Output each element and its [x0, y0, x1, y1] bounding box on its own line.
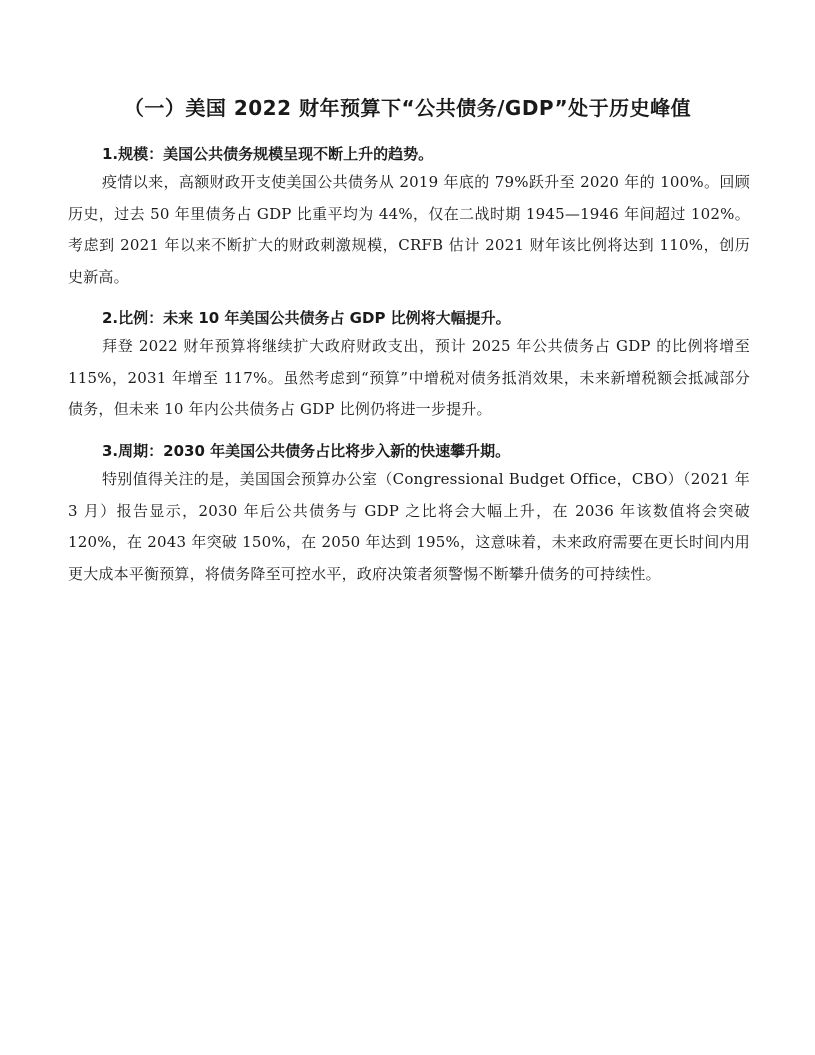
section-title: （一）美国 2022 财年预算下“公共债务/GDP”处于历史峰值 [123, 96, 692, 120]
section-paragraph: 特别值得关注的是，美国国会预算办公室（Congressional Budget Office，CBO）（2021 年 3 月）报告显示，2030 年后公共债务与 GDP 之比将会大幅上升，在 2036 年该数值将会突破 120%，在 2043 年突破 150%，在 2050 年达到 195%，这意味着，未来政府需要在更长时间内用更大成本平衡预算，将债务降至可控水平，政府决策者须警惕不断攀升债务的可持续性。 [68, 470, 750, 583]
section-paragraph: 疫情以来，高额财政开支使美国公共债务从 2019 年底的 79%跃升至 2020 年的 100%。回顾历史，过去 50 年里债务占 GDP 比重平均为 44%，仅在二战时期 1945—1946 年间超过 102%。考虑到 2021 年以来不断扩大的财政刺激规模，CRFB 估计 2021 财年该比例将达到 110%，创历史新高。 [68, 173, 750, 286]
section-cycle [68, 440, 750, 590]
section-heading: 1.规模：美国公共债务规模呈现不断上升的趋势。 [102, 145, 434, 163]
section-heading: 2.比例：未来 10 年美国公共债务占 GDP 比例将大幅提升。 [102, 309, 511, 327]
section-ratio [68, 307, 750, 426]
section-paragraph: 拜登 2022 财年预算将继续扩大政府财政支出，预计 2025 年公共债务占 GDP 的比例将增至 115%，2031 年增至 117%。虽然考虑到“预算”中增税对债务抵消效果，未来新增税额会抵减部分债务，但未来 10 年内公共债务占 GDP 比例仍将进一步提升。 [68, 337, 750, 418]
section-heading: 3.周期：2030 年美国公共债务占比将步入新的快速攀升期。 [102, 442, 511, 460]
section-scale [68, 143, 750, 293]
